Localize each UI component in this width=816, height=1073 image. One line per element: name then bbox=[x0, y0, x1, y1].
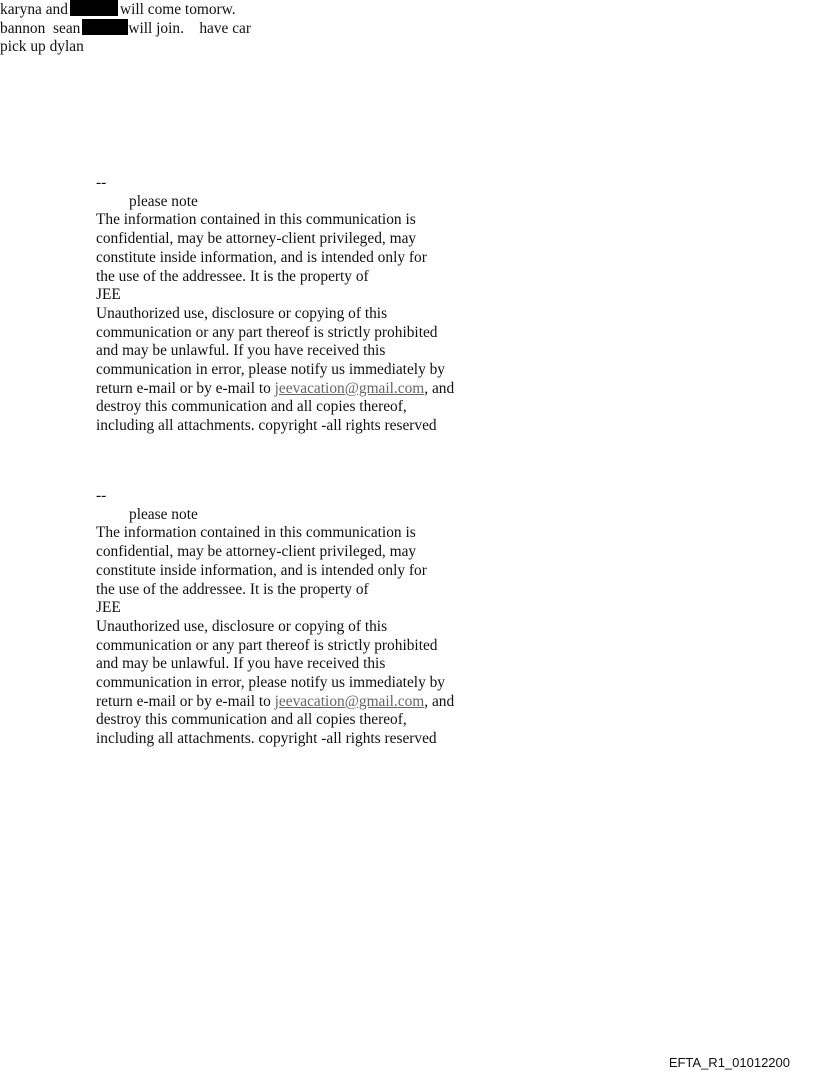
disclaimer-line: The information contained in this communication is bbox=[96, 524, 416, 542]
disclaimer-line: communication or any part thereof is strictly prohibited bbox=[96, 636, 438, 654]
disclaimer-line: including all attachments. copyright -all rights reserved bbox=[96, 417, 437, 435]
disclaimer-line: constitute inside information, and is intended only for bbox=[96, 561, 427, 579]
disclaimer-line: JEE bbox=[96, 599, 121, 617]
disclaimer-line: destroy this communication and all copies thereof, bbox=[96, 711, 407, 729]
disclaimer-email-line: return e-mail or by e-mail to jeevacation@gmail.com, and bbox=[96, 379, 455, 397]
disclaimer-line: Unauthorized use, disclosure or copying of this bbox=[96, 617, 388, 635]
email-link[interactable]: jeevacation@gmail.com bbox=[274, 379, 425, 397]
disclaimer-line: and may be unlawful. If you have received this bbox=[96, 342, 386, 360]
disclaimer-line: The information contained in this communication is bbox=[96, 211, 416, 229]
disclaimer-block-2 bbox=[96, 487, 496, 749]
message-line-1: karyna and will come tomorw. bbox=[0, 1, 236, 18]
disclaimer-email-line: return e-mail or by e-mail to jeevacation@gmail.com, and bbox=[96, 692, 455, 710]
signature-separator: -- bbox=[96, 174, 107, 191]
redaction-box bbox=[82, 19, 128, 35]
disclaimer-line: confidential, may be attorney-client privileged, may bbox=[96, 230, 417, 248]
signature-separator: -- bbox=[96, 487, 107, 504]
redaction-box bbox=[70, 0, 118, 16]
document-id: EFTA_R1_01012200 bbox=[668, 1055, 790, 1070]
disclaimer-line: and may be unlawful. If you have received this bbox=[96, 655, 386, 673]
disclaimer-line: constitute inside information, and is intended only for bbox=[96, 248, 427, 266]
message-line-2: bannon sean will join. have car bbox=[0, 20, 252, 37]
email-link[interactable]: jeevacation@gmail.com bbox=[274, 692, 425, 710]
disclaimer-line: JEE bbox=[96, 286, 121, 304]
disclaimer-heading: please note bbox=[129, 505, 198, 523]
disclaimer-heading: please note bbox=[129, 192, 198, 210]
disclaimer-block-1 bbox=[96, 174, 496, 436]
disclaimer-line: destroy this communication and all copies thereof, bbox=[96, 398, 407, 416]
message-line-3: pick up dylan bbox=[0, 38, 84, 55]
disclaimer-line: the use of the addressee. It is the property of bbox=[96, 580, 369, 598]
disclaimer-line: confidential, may be attorney-client privileged, may bbox=[96, 543, 417, 561]
disclaimer-line: including all attachments. copyright -all rights reserved bbox=[96, 730, 437, 748]
disclaimer-line: Unauthorized use, disclosure or copying of this bbox=[96, 304, 388, 322]
disclaimer-line: communication in error, please notify us immediately by bbox=[96, 361, 446, 379]
disclaimer-line: the use of the addressee. It is the property of bbox=[96, 267, 369, 285]
disclaimer-line: communication in error, please notify us immediately by bbox=[96, 674, 446, 692]
disclaimer-line: communication or any part thereof is strictly prohibited bbox=[96, 323, 438, 341]
